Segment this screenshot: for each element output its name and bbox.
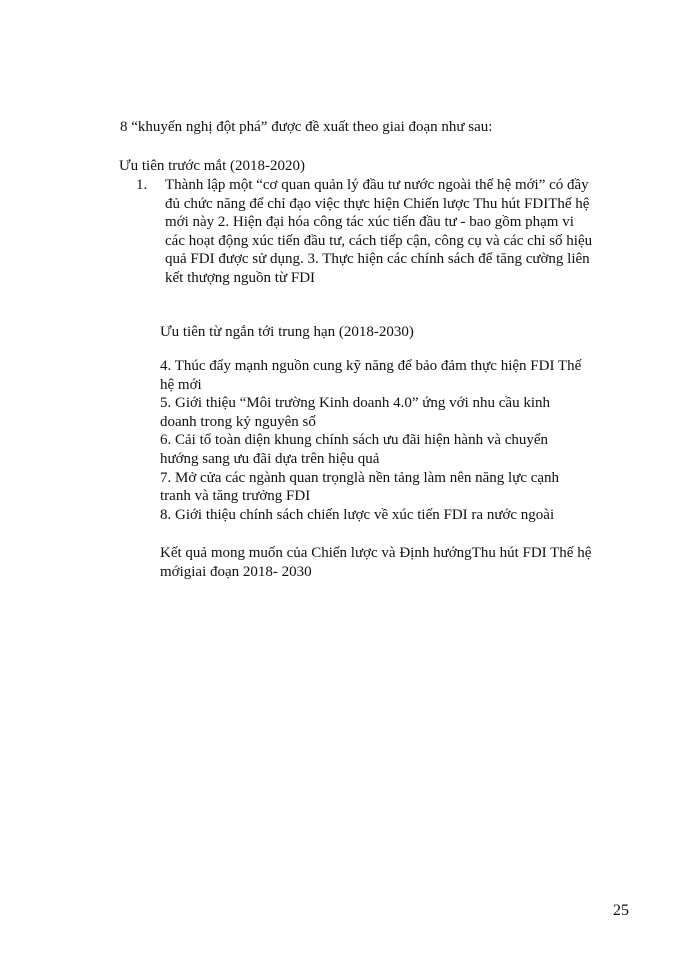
intro-paragraph: 8 “khuyến nghị đột phá” được đề xuất theo giai đoạn như sau: bbox=[120, 119, 493, 135]
text-line: Kết quả mong muốn của Chiến lược và Định hướngThu hút FDI Thế hệ bbox=[160, 545, 592, 561]
text-line: mới này 2. Hiện đại hóa công tác xúc tiến đầu tư - bao gồm phạm vi bbox=[165, 214, 574, 231]
text-line: 7. Mở cửa các ngành quan trọnglà nền tảng làm nên năng lực cạnh bbox=[160, 469, 560, 486]
text-line: đủ chức năng để chỉ đạo việc thực hiện Chiến lược Thu hút FDIThế hệ bbox=[165, 195, 590, 212]
text-line: các hoạt động xúc tiến đầu tư, cách tiếp cận, công cụ và các chỉ số hiệu bbox=[165, 232, 593, 249]
text-line: hệ mới bbox=[160, 376, 202, 393]
text-line: mớigiai đoạn 2018- 2030 bbox=[160, 563, 312, 580]
text-line: hướng sang ưu đãi dựa trên hiệu quả bbox=[160, 450, 380, 467]
text-line: 8. Giới thiệu chính sách chiến lược về xúc tiến FDI ra nước ngoài bbox=[160, 506, 555, 523]
text-line: Thành lập một “cơ quan quản lý đầu tư nước ngoài thế hệ mới” có đầy bbox=[165, 177, 589, 193]
text-line: quả FDI được sử dụng. 3. Thực hiện các chính sách để tăng cường liên bbox=[165, 251, 590, 268]
text-line: tranh và tăng trưởng FDI bbox=[160, 488, 311, 505]
list-number: 1. bbox=[136, 177, 148, 193]
text-line: 5. Giới thiệu “Môi trường Kinh doanh 4.0” ứng với nhu cầu kinh bbox=[160, 395, 551, 412]
section-heading-mid-term: Ưu tiên từ ngắn tới trung hạn (2018-2030) bbox=[160, 324, 414, 340]
page-number: 25 bbox=[613, 902, 629, 919]
text-line: doanh trong kỷ nguyên số bbox=[160, 413, 316, 430]
list-item-text bbox=[165, 176, 656, 288]
expected-results-paragraph bbox=[160, 544, 591, 581]
section-heading-short-term: Ưu tiên trước mắt (2018-2020) bbox=[119, 158, 305, 174]
numbered-list-item-1 bbox=[136, 176, 656, 288]
mid-term-recommendations bbox=[160, 357, 581, 524]
text-line: 6. Cải tổ toàn diện khung chính sách ưu đãi hiện hành và chuyển bbox=[160, 432, 549, 449]
text-line: 4. Thúc đẩy mạnh nguồn cung kỹ năng để bảo đảm thực hiện FDI Thế bbox=[160, 358, 582, 374]
text-line: kết thượng nguồn từ FDI bbox=[165, 269, 316, 286]
